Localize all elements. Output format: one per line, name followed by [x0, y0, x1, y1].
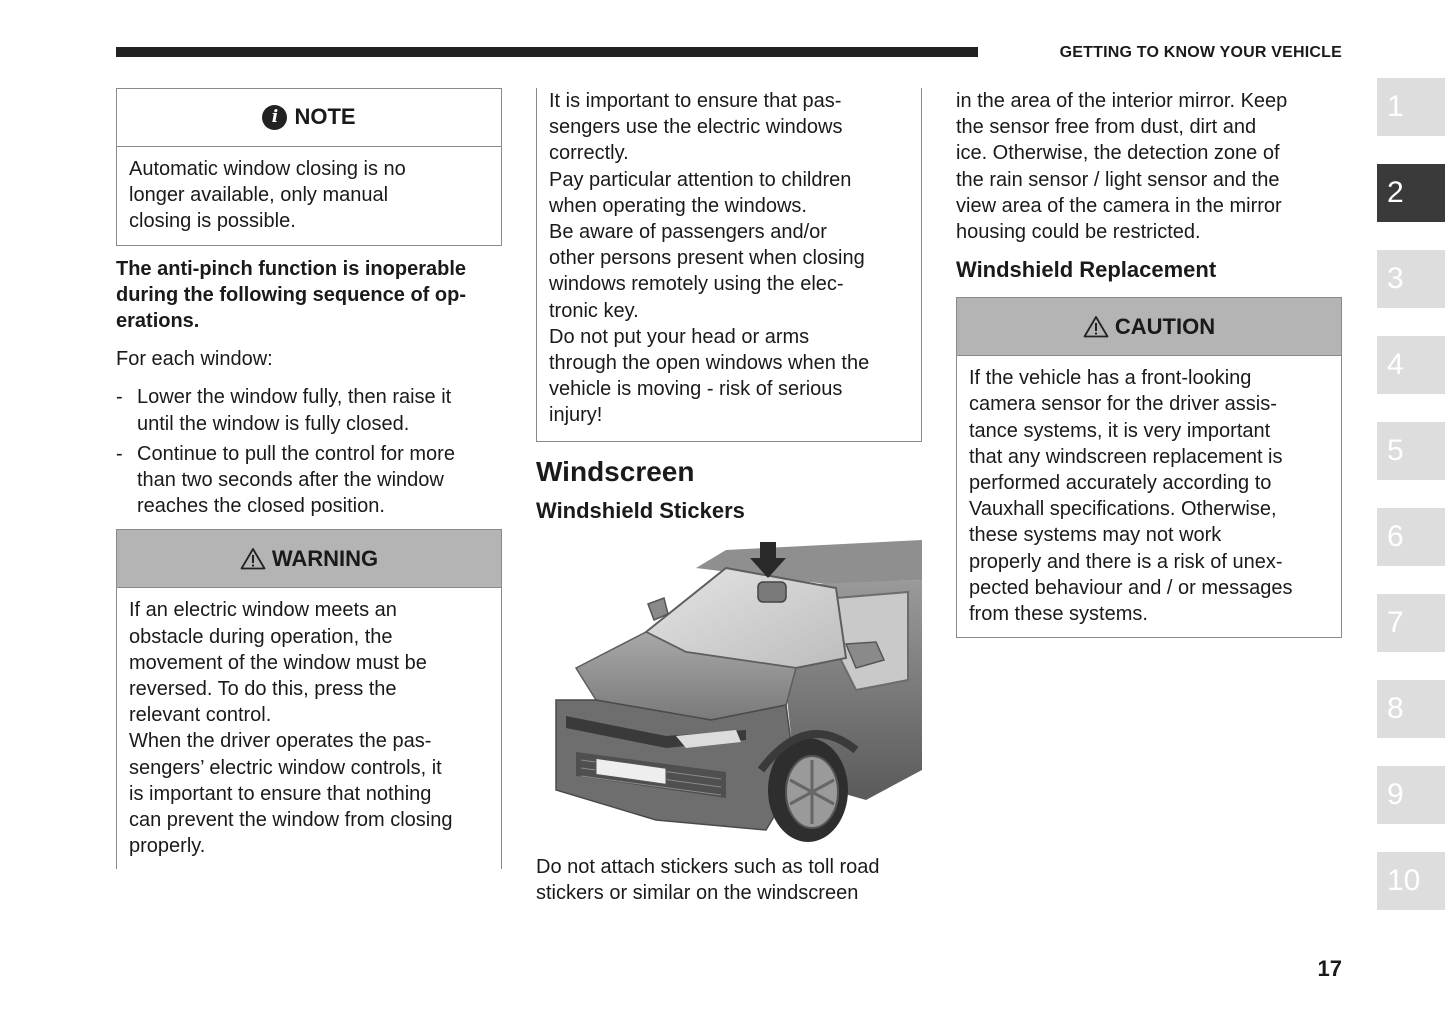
caution-line: If the vehicle has a front-looking	[969, 367, 1252, 390]
caution-line: performed accurately according to	[969, 472, 1272, 495]
text-line: the sensor free from dust, dirt and	[956, 116, 1257, 139]
page-number: 17	[1317, 956, 1342, 981]
caution-line: tance systems, it is very important	[969, 419, 1271, 442]
note-body	[117, 147, 501, 245]
warning-line: tronic key.	[549, 299, 639, 322]
warning-line: Be aware of passengers and/or	[549, 221, 827, 244]
note-line: closing is possible.	[129, 210, 296, 233]
step-list	[116, 384, 502, 519]
warning-line: when operating the windows.	[549, 194, 807, 217]
list-item	[116, 441, 502, 520]
stickers-caption	[536, 854, 922, 906]
note-title: NOTE	[294, 104, 356, 130]
text-line: than two seconds after the window	[137, 469, 444, 492]
warning-line: properly.	[129, 835, 206, 858]
warning-line: other persons present when closing	[549, 247, 865, 270]
warning-line: reversed. To do this, press the	[129, 678, 397, 701]
warning-box-continued	[536, 88, 922, 442]
text-line: reaches the closed position.	[137, 495, 385, 518]
windscreen-heading: Windscreen	[536, 455, 695, 487]
warning-title: WARNING	[271, 545, 379, 571]
chapter-tab-2[interactable]: 2	[1377, 164, 1445, 222]
caution-body	[957, 356, 1341, 637]
warning-line: can prevent the window from closing	[129, 809, 453, 832]
warning-line: through the open windows when the	[549, 352, 870, 375]
for-each-window-text: For each window:	[116, 348, 273, 371]
column-left	[116, 88, 502, 869]
text-line: - Lower the window fully, then raise it	[137, 386, 452, 409]
warning-line: When the driver operates the pas-	[129, 730, 432, 753]
car-windscreen-illustration	[536, 540, 922, 850]
warning-line: It is important to ensure that pas-	[549, 90, 842, 112]
windshield-stickers-heading: Windshield Stickers	[536, 497, 745, 523]
column-middle	[536, 88, 922, 906]
warning-line: sengers’ electric window controls, it	[129, 756, 442, 779]
sensor-intro	[956, 88, 1342, 245]
section-title: GETTING TO KNOW YOUR VEHICLE	[1059, 44, 1342, 61]
chapter-tab-4[interactable]: 4	[1377, 336, 1445, 394]
anti-pinch-statement	[116, 256, 502, 335]
info-icon: i	[262, 105, 287, 130]
caution-line: properly and there is a risk of unex-	[969, 550, 1283, 573]
warning-line: injury!	[549, 404, 603, 427]
caution-header	[957, 298, 1341, 356]
note-line: longer available, only manual	[129, 184, 389, 207]
warning-line: windows remotely using the elec-	[549, 273, 844, 296]
caution-line: pected behaviour and / or messages	[969, 576, 1293, 599]
chapter-tab-8[interactable]: 8	[1377, 680, 1445, 738]
warning-line: Do not put your head or arms	[549, 325, 810, 348]
caution-line: these systems may not work	[969, 524, 1222, 547]
text-line: the rain sensor / light sensor and the	[956, 168, 1280, 191]
text-line: The anti-pinch function is inoperable	[116, 257, 467, 280]
text-line: erations.	[116, 310, 200, 333]
caution-box	[956, 297, 1342, 638]
text-line: view area of the camera in the mirror	[956, 194, 1282, 217]
caution-line: Vauxhall specifications. Otherwise,	[969, 498, 1277, 521]
windshield-replacement-heading: Windshield Replacement	[956, 257, 1217, 283]
text-line: housing could be restricted.	[956, 221, 1201, 244]
warning-line: If an electric window meets an	[129, 599, 397, 622]
warning-line: Pay particular attention to children	[549, 168, 852, 191]
note-line: Automatic window closing is no	[129, 158, 406, 180]
warning-triangle-icon	[240, 547, 266, 570]
warning-line: correctly.	[549, 142, 629, 165]
text-line: stickers or similar on the windscreen	[536, 881, 859, 904]
caution-line: camera sensor for the driver assis-	[969, 393, 1277, 416]
warning-line: sengers use the electric windows	[549, 116, 843, 139]
chapter-tab-7[interactable]: 7	[1377, 594, 1445, 652]
warning-line: vehicle is moving - risk of serious	[549, 378, 843, 401]
chapter-tab-3[interactable]: 3	[1377, 250, 1445, 308]
warning-header	[117, 530, 501, 588]
warning-box	[116, 529, 502, 869]
warning-line: is important to ensure that nothing	[129, 782, 432, 805]
text-line: Do not attach stickers such as toll road	[536, 855, 880, 878]
warning-line: obstacle during operation, the	[129, 625, 393, 648]
column-right	[956, 88, 1342, 638]
text-line: in the area of the interior mirror. Keep	[956, 90, 1288, 112]
chapter-tab-1[interactable]: 1	[1377, 78, 1445, 136]
text-line: ice. Otherwise, the detection zone of	[956, 142, 1280, 165]
text-line: until the window is fully closed.	[137, 412, 410, 435]
text-line: during the following sequence of op-	[116, 283, 466, 306]
caution-title: CAUTION	[1114, 313, 1216, 339]
warning-line: movement of the window must be	[129, 651, 427, 674]
warning-triangle-icon	[1083, 315, 1109, 338]
header-rule	[116, 47, 978, 57]
note-header	[117, 89, 501, 147]
caution-line: from these systems.	[969, 603, 1148, 626]
warning-line: relevant control.	[129, 704, 272, 727]
warning-body	[117, 588, 501, 869]
text-line: - Continue to pull the control for more	[137, 442, 455, 465]
chapter-tab-9[interactable]: 9	[1377, 766, 1445, 824]
chapter-tab-10[interactable]: 10	[1377, 852, 1445, 910]
caution-line: that any windscreen replacement is	[969, 445, 1283, 468]
list-item	[116, 384, 502, 436]
chapter-tab-6[interactable]: 6	[1377, 508, 1445, 566]
note-box	[116, 88, 502, 246]
chapter-tab-5[interactable]: 5	[1377, 422, 1445, 480]
